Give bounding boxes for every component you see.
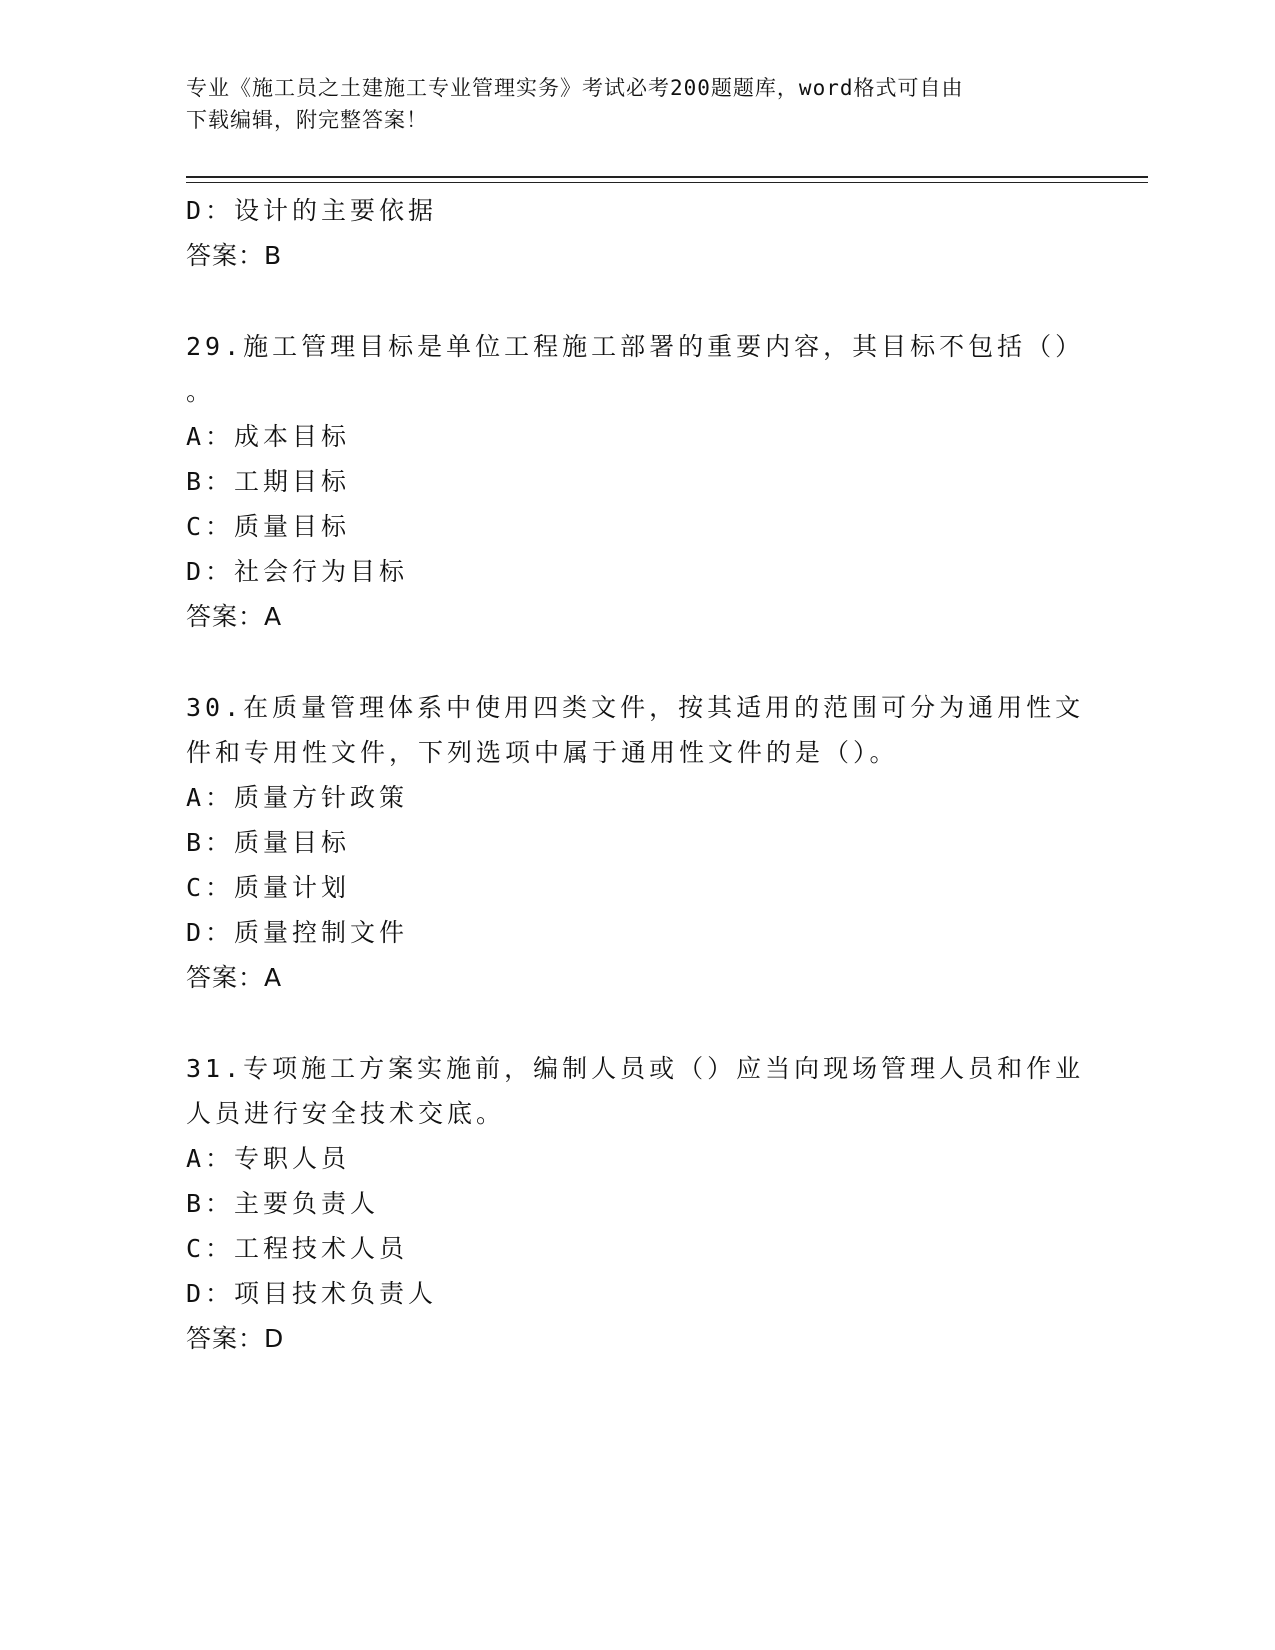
option-a: A：专职人员	[186, 1144, 351, 1173]
option-c: C：工程技术人员	[186, 1234, 409, 1263]
document-body	[186, 188, 1085, 1361]
question-text-line: 31.专项施工方案实施前，编制人员或（）应当向现场管理人员和作业	[186, 1054, 1085, 1083]
header-divider	[186, 176, 1148, 183]
option-d: D：项目技术负责人	[186, 1279, 438, 1308]
question-block	[186, 685, 1085, 1000]
option-b: B：质量目标	[186, 828, 351, 857]
option-b: B：主要负责人	[186, 1189, 380, 1218]
option-a: A：成本目标	[186, 422, 351, 451]
answer: 答案：A	[186, 963, 283, 992]
question-text-line: 人员进行安全技术交底。	[186, 1099, 506, 1128]
prev-option-d: D：设计的主要依据	[186, 196, 438, 225]
question-text-line: 件和专用性文件，下列选项中属于通用性文件的是（）。	[186, 738, 899, 767]
question-block	[186, 1046, 1085, 1361]
option-b: B：工期目标	[186, 467, 351, 496]
option-d: D：社会行为目标	[186, 557, 409, 586]
option-a: A：质量方针政策	[186, 783, 409, 812]
option-c: C：质量目标	[186, 512, 351, 541]
question-block	[186, 324, 1085, 639]
question-text-line: 。	[186, 377, 216, 406]
option-d: D：质量控制文件	[186, 918, 409, 947]
question-text-line: 29.施工管理目标是单位工程施工部署的重要内容，其目标不包括（）	[186, 332, 1085, 361]
answer: 答案：A	[186, 602, 283, 631]
header-line-1: 专业《施工员之土建施工专业管理实务》考试必考200题题库，word格式可自由	[186, 76, 964, 100]
header-line-2: 下载编辑，附完整答案！	[186, 108, 428, 132]
document-header	[186, 72, 1066, 136]
prev-answer: 答案：B	[186, 241, 283, 270]
option-c: C：质量计划	[186, 873, 351, 902]
answer: 答案：D	[186, 1324, 285, 1353]
question-text-line: 30.在质量管理体系中使用四类文件，按其适用的范围可分为通用性文	[186, 693, 1085, 722]
